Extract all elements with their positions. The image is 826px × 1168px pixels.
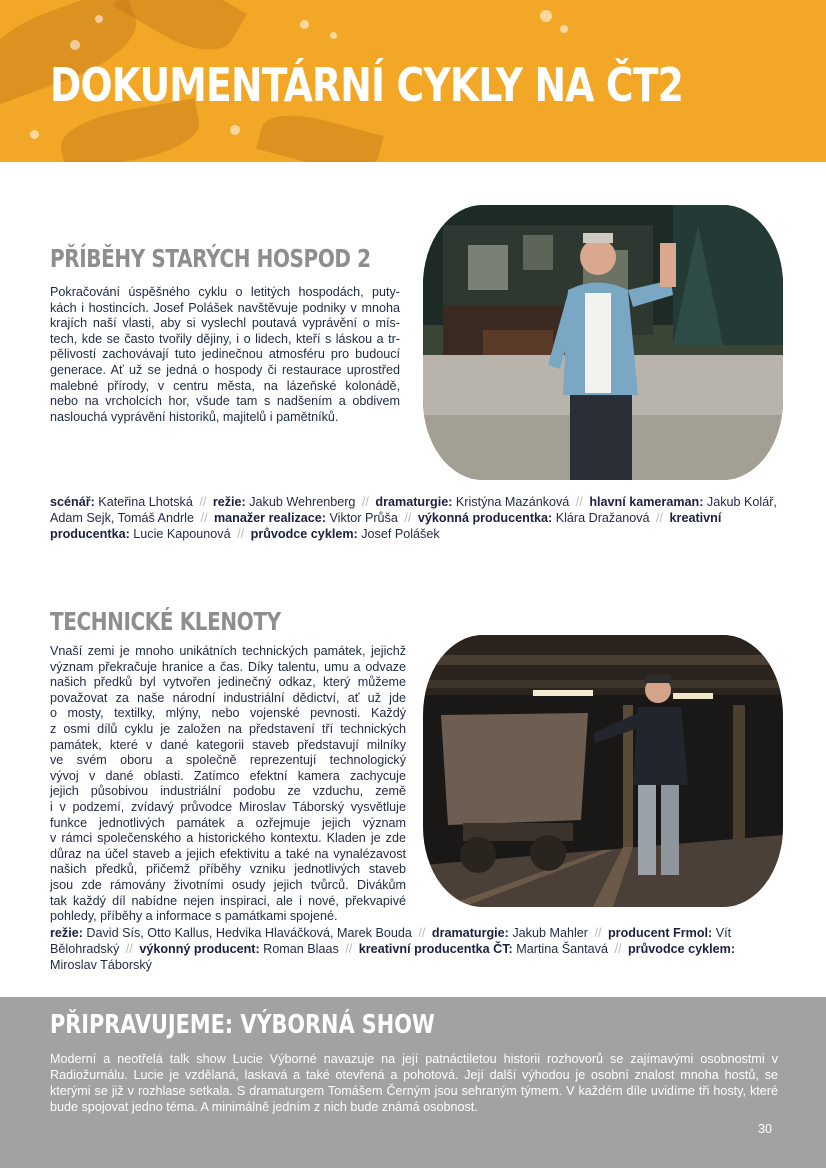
credits-hospody <box>50 494 778 542</box>
credit-entry <box>418 511 650 525</box>
credit-value: Roman Blaas <box>259 942 339 956</box>
credit-value: Viktor Průša <box>325 511 398 525</box>
credit-separator: // <box>652 511 667 525</box>
text-line: z osmi dílů cyklu je založen na představení tří technických <box>50 721 406 736</box>
text-line: tech, kde se často tvořily dějiny, i o lidech, kteří s láskou a tr- <box>50 331 400 346</box>
credit-value: Josef Polášek <box>357 527 440 541</box>
credit-label: dramaturgie: <box>431 926 509 940</box>
text-line: krajích naší vlasti, aby si vyslechl poutavá vyprávění o mís- <box>50 316 400 331</box>
section-title-hospody: PŘÍBĚHY STARÝCH HOSPOD 2 <box>50 244 371 273</box>
page-title: DOKUMENTÁRNÍ CYKLY NA ČT2 <box>50 58 684 112</box>
credit-label: režie: <box>212 495 246 509</box>
text-line: jejich působivou industriální podobu ze vzduchu, země <box>50 784 406 799</box>
credit-separator: // <box>610 942 625 956</box>
credit-separator: // <box>590 926 605 940</box>
leaf-decoration <box>256 105 384 162</box>
text-line: kách i hostincích. Josef Polášek navštěvuje podniky v mnoha <box>50 300 400 315</box>
text-line: památek, které v dané kategorii staveb představují milníky <box>50 737 406 752</box>
text-line: pohledy, příběhy a informace s památkami spojené. <box>50 909 338 924</box>
page-number: 30 <box>758 1122 773 1136</box>
credit-value: Klára Dražanová <box>552 511 650 525</box>
upcoming-title: PŘIPRAVUJEME: VÝBORNÁ SHOW <box>50 1010 435 1040</box>
credit-separator: // <box>400 511 415 525</box>
credit-label: producent Frmol: <box>607 926 713 940</box>
text-line: důraz na účel staveb a jejich efektivitu a také na vynalézavost <box>50 846 406 861</box>
text-line: naslouchá vyprávění historiků, majitelů i pamětníků. <box>50 409 339 424</box>
credit-entry <box>50 495 193 509</box>
credit-label: kreativní producentka: <box>50 511 722 541</box>
text-line: funkce jednotlivých památek a ozřejmuje jejich význam <box>50 815 406 830</box>
credit-entry <box>432 926 588 940</box>
credit-entry <box>50 926 412 940</box>
credit-entry <box>139 942 338 956</box>
text-line: vývoj v dané oblasti. Zatímco efektní kamera zachycuje <box>50 768 406 783</box>
credit-value: Vít Bělohradský <box>50 926 732 956</box>
text-line: generace. Ať už se jedná o hospody či restaurace uprostřed <box>50 362 400 377</box>
credit-label: manažer realizace: <box>213 511 326 525</box>
upcoming-text: Moderní a neotřelá talk show Lucie Výborné navazuje na její patnáctiletou historii rozhovorů se zajímavými osobnostmi v Radiožurnálu. Lucie je vzdělaná, laskavá a také otevřená a pohotová. Její další výhodou je osobní znalost mnoha hostů, se kterými se již v rozhlase setkala. S dramaturgem Tomášem Černým jsou sehraným týmem. V každém díle uvidíme tři hosty, které bude spojovat jedno téma. A minimálně jedním z nich bude známá osobnost. <box>50 1052 778 1114</box>
credit-value: Kateřina Lhotská <box>94 495 193 509</box>
text-line: nebo na vrcholcích hor, všude tam s nadšením a obdivem <box>50 394 400 409</box>
credit-value: Jakub Wehrenberg <box>245 495 356 509</box>
credit-label: průvodce cyklem: <box>250 527 358 541</box>
header-banner <box>0 0 826 162</box>
credit-separator: // <box>341 942 356 956</box>
photo-josef-polasek <box>423 205 783 480</box>
credit-separator: // <box>414 926 429 940</box>
text-line: ve svém oboru a společně reprezentují technologický <box>50 753 406 768</box>
flower-decoration <box>560 25 568 33</box>
credit-separator: // <box>122 942 137 956</box>
credit-label: hlavní kameraman: <box>589 495 704 509</box>
text-line: malebné přírody, v centru města, na lázeňské kolonádě, <box>50 378 400 393</box>
section-body-hospody <box>50 285 400 425</box>
text-line: Vnaší zemi je mnoho unikátních technických památek, jejichž <box>50 644 406 658</box>
photo-miroslav-taborsky <box>423 635 783 907</box>
credit-separator: // <box>195 495 210 509</box>
credit-value: Kristýna Mazánková <box>452 495 570 509</box>
credit-label: výkonný producent: <box>139 942 260 956</box>
credits-klenoty <box>50 925 778 973</box>
flower-decoration <box>70 40 80 50</box>
text-line: pělivostí zachovávají tuto jedinečnou atmosféru pro budoucí <box>50 347 400 362</box>
text-line: našich předků, přičemž příběhy vzniku jednotlivých staveb <box>50 862 406 877</box>
credit-entry <box>213 495 356 509</box>
credit-entry <box>359 942 608 956</box>
text-line: Pokračování úspěšného cyklu o letitých hospodách, puty- <box>50 285 400 299</box>
flower-decoration <box>230 125 240 135</box>
credit-value: David Sís, Otto Kallus, Hedvika Hlaváčková, Marek Bouda <box>82 926 412 940</box>
credit-value: Lucie Kapounová <box>129 527 231 541</box>
credit-label: scénář: <box>50 495 95 509</box>
text-line: v rámci společenského a historického kontextu. Kladen je zde <box>50 831 406 846</box>
credit-separator: // <box>196 511 211 525</box>
credit-value: Jakub Mahler <box>508 926 588 940</box>
credit-separator: // <box>572 495 587 509</box>
credit-label: dramaturgie: <box>375 495 453 509</box>
flower-decoration <box>30 130 39 139</box>
credit-separator: // <box>233 527 248 541</box>
flower-decoration <box>95 15 103 23</box>
credit-value: Jakub Kolář, Adam Sejk, Tomáš Andrle <box>50 495 777 525</box>
section-body-klenoty <box>50 644 406 925</box>
flower-decoration <box>540 10 552 22</box>
section-title-klenoty: TECHNICKÉ KLENOTY <box>50 607 281 636</box>
credit-label: výkonná producentka: <box>417 511 553 525</box>
credit-separator: // <box>358 495 373 509</box>
credit-entry <box>214 511 398 525</box>
credit-value: Miroslav Táborský <box>50 958 152 972</box>
text-line: jsou zde rámovány životními osudy jejich tvůrců. Divákům <box>50 877 406 892</box>
flower-decoration <box>330 32 337 39</box>
text-line: považovat za naše národní industriální dědictví, ať už jde <box>50 690 406 705</box>
credit-label: průvodce cyklem: <box>627 942 736 956</box>
text-line: i v podzemí, zvídavý průvodce Miroslav Táborský vysvětluje <box>50 799 406 814</box>
text-line: tak každý díl nabídne nejen inspiraci, ale i nové, překvapivé <box>50 893 406 908</box>
text-line: o mosty, textilky, mlýny, nebo vojenské pevnosti. Každý <box>50 706 406 721</box>
text-line: našich předků byl vytvořen jedinečný odkaz, který můžeme <box>50 675 406 690</box>
credit-entry <box>375 495 569 509</box>
credit-label: kreativní producentka ČT: <box>358 942 513 956</box>
credit-entry <box>251 527 440 541</box>
credit-label: režie: <box>50 926 83 940</box>
flower-decoration <box>300 20 309 29</box>
credit-value: Martina Šantavá <box>512 942 608 956</box>
text-line: význam překračuje hranice a čas. Díky talentu, umu a odvaze <box>50 659 406 674</box>
